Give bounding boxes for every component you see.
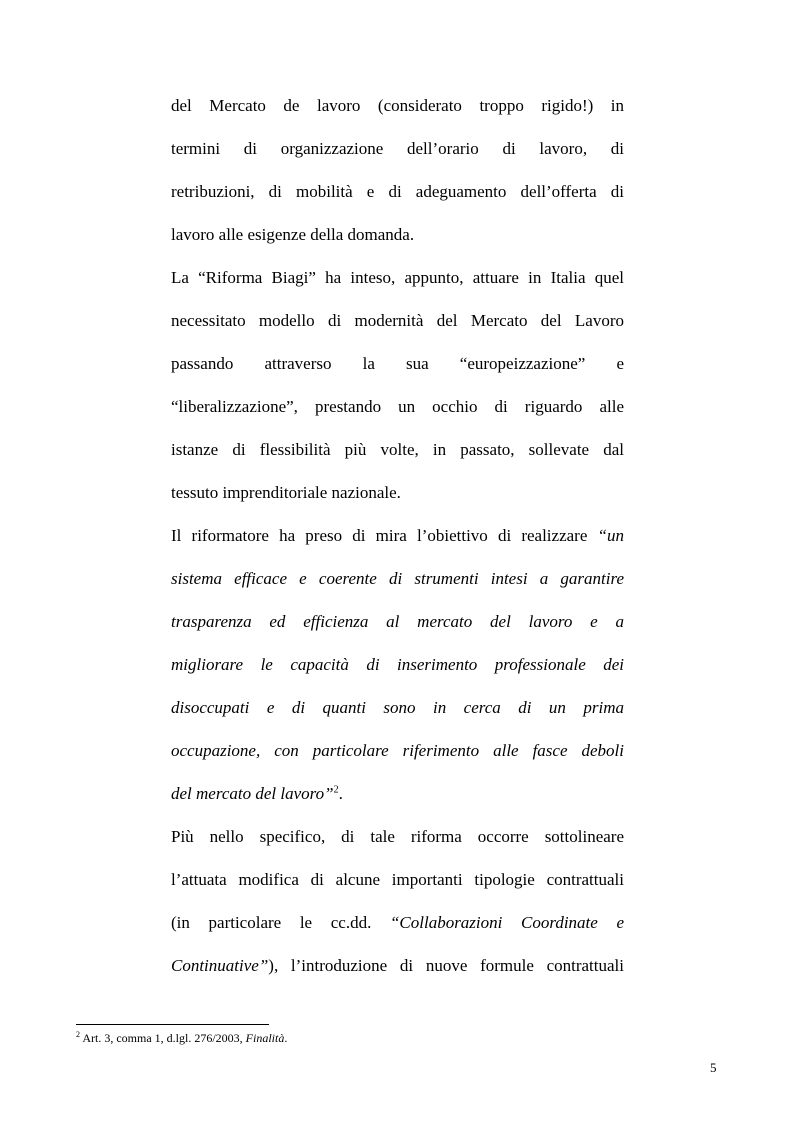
text-line [171,784,624,804]
text-line: retribuzioni, di mobilità e di adeguamento dell’offerta di [171,182,624,201]
text-line: istanze di flessibilità più volte, in passato, sollevate dal [171,440,624,459]
page-number: 5 [710,1060,717,1075]
footnote-text: Art. 3, comma 1, d.lgl. 276/2003, [80,1031,246,1045]
text-line: necessitato modello di modernità del Mercato del Lavoro [171,311,624,330]
text-line: tessuto imprenditoriale nazionale. [171,483,401,502]
quote-run: “Collaborazioni Coordinate e [389,913,624,932]
quote-run: Continuative” [171,956,269,975]
text-run: Il riformatore ha preso di mira l’obiettivo di realizzare [171,526,598,545]
text-line: lavoro alle esigenze della domanda. [171,225,415,244]
quote-run: del mercato del lavoro” [171,784,334,803]
quote-line: migliorare le capacità di inserimento professionale dei [171,655,624,674]
footnote-end: . [284,1031,288,1045]
footnote-separator [76,1024,269,1025]
text-line: “liberalizzazione”, prestando un occhio di riguardo alle [171,397,624,416]
text-line: Più nello specifico, di tale riforma occorre sottolineare [171,827,624,846]
text-line: passando attraverso la sua “europeizzazione” e [171,354,624,373]
quote-line: occupazione, con particolare riferimento alle fasce deboli [171,741,624,760]
text-line: l’attuata modifica di alcune importanti tipologie contrattuali [171,870,624,889]
text-line [171,913,624,933]
footnote-italic: Finalità [245,1031,285,1045]
footnote-reference[interactable]: 2 [333,784,339,796]
quote-run: “un [597,526,624,545]
text-line: del Mercato de lavoro (considerato troppo rigido!) in [171,96,624,115]
footnote [76,1031,287,1045]
text-run: ), l’introduzione di nuove formule contrattuali [268,956,624,975]
quote-line: trasparenza ed efficienza al mercato del lavoro e a [171,612,624,631]
quote-line: sistema efficace e coerente di strumenti intesi a garantire [171,569,624,588]
footnote-marker: 2 [76,1030,80,1039]
text-run: (in particolare le cc.dd. [171,913,390,932]
text-line: termini di organizzazione dell’orario di lavoro, di [171,139,624,158]
text-line [171,956,624,976]
text-line [171,526,624,546]
quote-line: disoccupati e di quanti sono in cerca di un prima [171,698,624,717]
text-line: La “Riforma Biagi” ha inteso, appunto, attuare in Italia quel [171,268,624,287]
text-run: . [338,784,343,803]
